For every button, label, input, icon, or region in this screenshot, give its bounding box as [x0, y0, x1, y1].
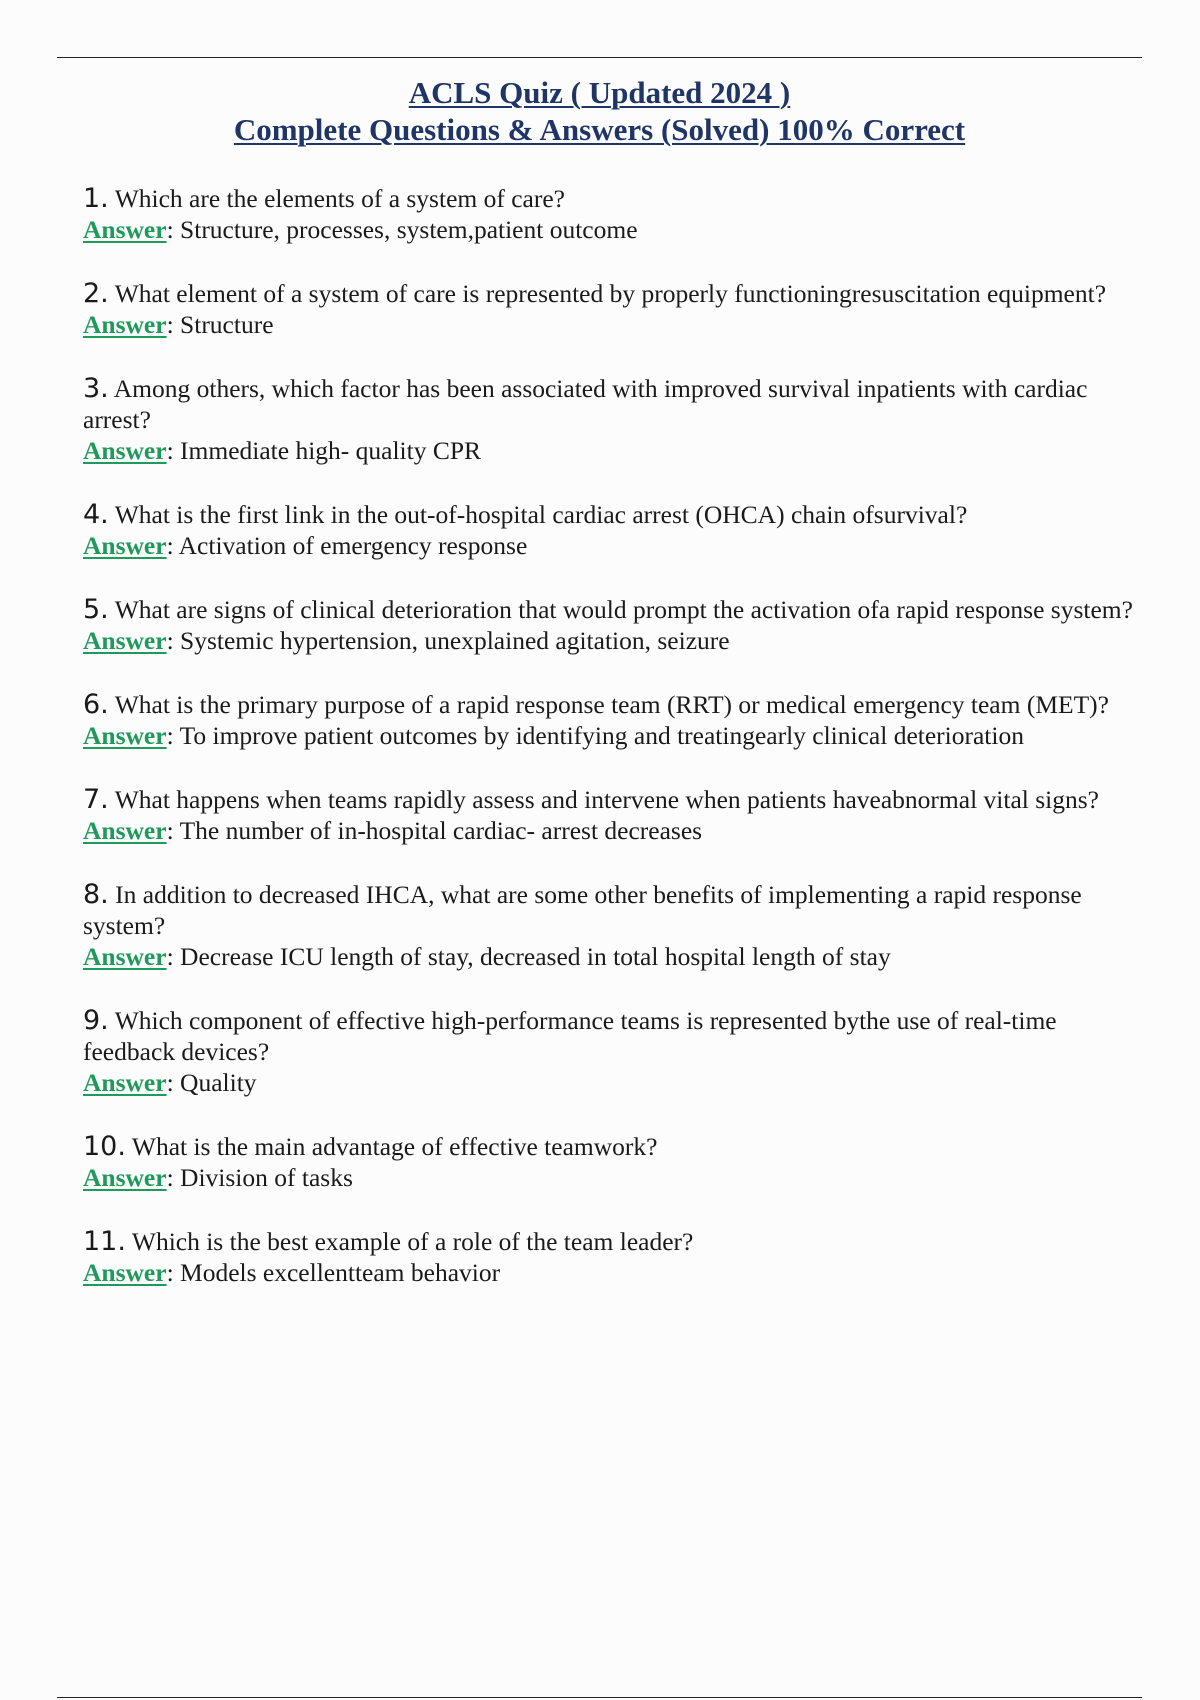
title-line-2: Complete Questions & Answers (Solved) 100% Correct [233, 112, 966, 147]
bottom-divider [57, 1697, 1142, 1698]
question-item [83, 278, 1148, 340]
answer-line: Answer: Activation of emergency response [83, 531, 528, 560]
question-item [83, 594, 1148, 656]
answer-text: Systemic hypertension, unexplained agitation, seizure [180, 626, 730, 655]
question-text: What is the first link in the out-of-hospital cardiac arrest (OHCA) chain ofsurvival? [114, 500, 968, 529]
answer-label: Answer [83, 1163, 167, 1192]
question-item [83, 784, 1148, 846]
question-text: Which component of effective high-performance teams is represented bythe use of real-time feedback devices? [83, 1006, 1057, 1066]
answer-line: Answer: Structure [83, 310, 274, 339]
answer-label: Answer [83, 721, 167, 750]
answer-line: Answer: The number of in-hospital cardiac- arrest decreases [83, 816, 703, 845]
question-item [83, 689, 1148, 751]
question-text: What is the main advantage of effective teamwork? [131, 1132, 658, 1161]
question-number: 1. [83, 183, 109, 214]
question-number: 2. [83, 278, 109, 309]
question-text: What happens when teams rapidly assess and intervene when patients haveabnormal vital signs? [114, 785, 1099, 814]
answer-text: Structure [180, 310, 274, 339]
question-item [83, 1226, 1148, 1288]
question-item [83, 373, 1148, 466]
document-title [57, 74, 1142, 148]
answer-line: Answer: Immediate high- quality CPR [83, 436, 482, 465]
question-number: 8. [83, 879, 109, 910]
answer-text: Models excellentteam behavior [180, 1258, 501, 1287]
question-number: 3. [83, 373, 109, 404]
answer-label: Answer [83, 1258, 167, 1287]
title-line-1: ACLS Quiz ( Updated 2024 ) [408, 75, 791, 110]
question-number: 4. [83, 499, 109, 530]
question-item [83, 879, 1148, 972]
answer-text: Structure, processes, system,patient outcome [180, 215, 638, 244]
question-list [83, 183, 1148, 1321]
answer-label: Answer [83, 1068, 167, 1097]
question-item [83, 1131, 1148, 1193]
answer-label: Answer [83, 436, 167, 465]
answer-label: Answer [83, 626, 167, 655]
answer-line: Answer: Structure, processes, system,patient outcome [83, 215, 638, 244]
answer-line: Answer: To improve patient outcomes by identifying and treatingearly clinical deterioration [83, 721, 1024, 750]
question-number: 5. [83, 594, 109, 625]
answer-line: Answer: Decrease ICU length of stay, decreased in total hospital length of stay [83, 942, 891, 971]
question-text: What is the primary purpose of a rapid response team (RRT) or medical emergency team (MET)? [114, 690, 1109, 719]
answer-text: Division of tasks [180, 1163, 353, 1192]
answer-text: Activation of emergency response [178, 531, 528, 560]
answer-text: Quality [180, 1068, 257, 1097]
question-text: Among others, which factor has been associated with improved survival inpatients with cardiac arrest? [83, 374, 1088, 434]
answer-line: Answer: Division of tasks [83, 1163, 353, 1192]
answer-label: Answer [83, 215, 167, 244]
question-number: 9. [83, 1005, 109, 1036]
question-number: 7. [83, 784, 109, 815]
answer-line: Answer: Models excellentteam behavior [83, 1258, 501, 1287]
top-divider [57, 57, 1142, 58]
answer-text: The number of in-hospital cardiac- arrest decreases [179, 816, 703, 845]
question-text: In addition to decreased IHCA, what are some other benefits of implementing a rapid response system? [83, 880, 1082, 940]
answer-line: Answer: Systemic hypertension, unexplained agitation, seizure [83, 626, 730, 655]
question-number: 11. [83, 1226, 126, 1257]
question-text: Which are the elements of a system of care? [114, 184, 565, 213]
answer-text: Immediate high- quality CPR [180, 436, 482, 465]
answer-label: Answer [83, 942, 167, 971]
question-item [83, 499, 1148, 561]
answer-label: Answer [83, 816, 167, 845]
answer-text: To improve patient outcomes by identifying and treatingearly clinical deterioration [179, 721, 1024, 750]
question-text: What element of a system of care is represented by properly functioningresuscitation equipment? [114, 279, 1107, 308]
answer-text: Decrease ICU length of stay, decreased in total hospital length of stay [180, 942, 891, 971]
answer-label: Answer [83, 310, 167, 339]
question-text: What are signs of clinical deterioration that would prompt the activation ofa rapid response system? [114, 595, 1133, 624]
answer-label: Answer [83, 531, 167, 560]
question-number: 6. [83, 689, 109, 720]
question-text: Which is the best example of a role of the team leader? [131, 1227, 694, 1256]
question-item [83, 1005, 1148, 1098]
answer-line: Answer: Quality [83, 1068, 257, 1097]
question-item [83, 183, 1148, 245]
question-number: 10. [83, 1131, 126, 1162]
